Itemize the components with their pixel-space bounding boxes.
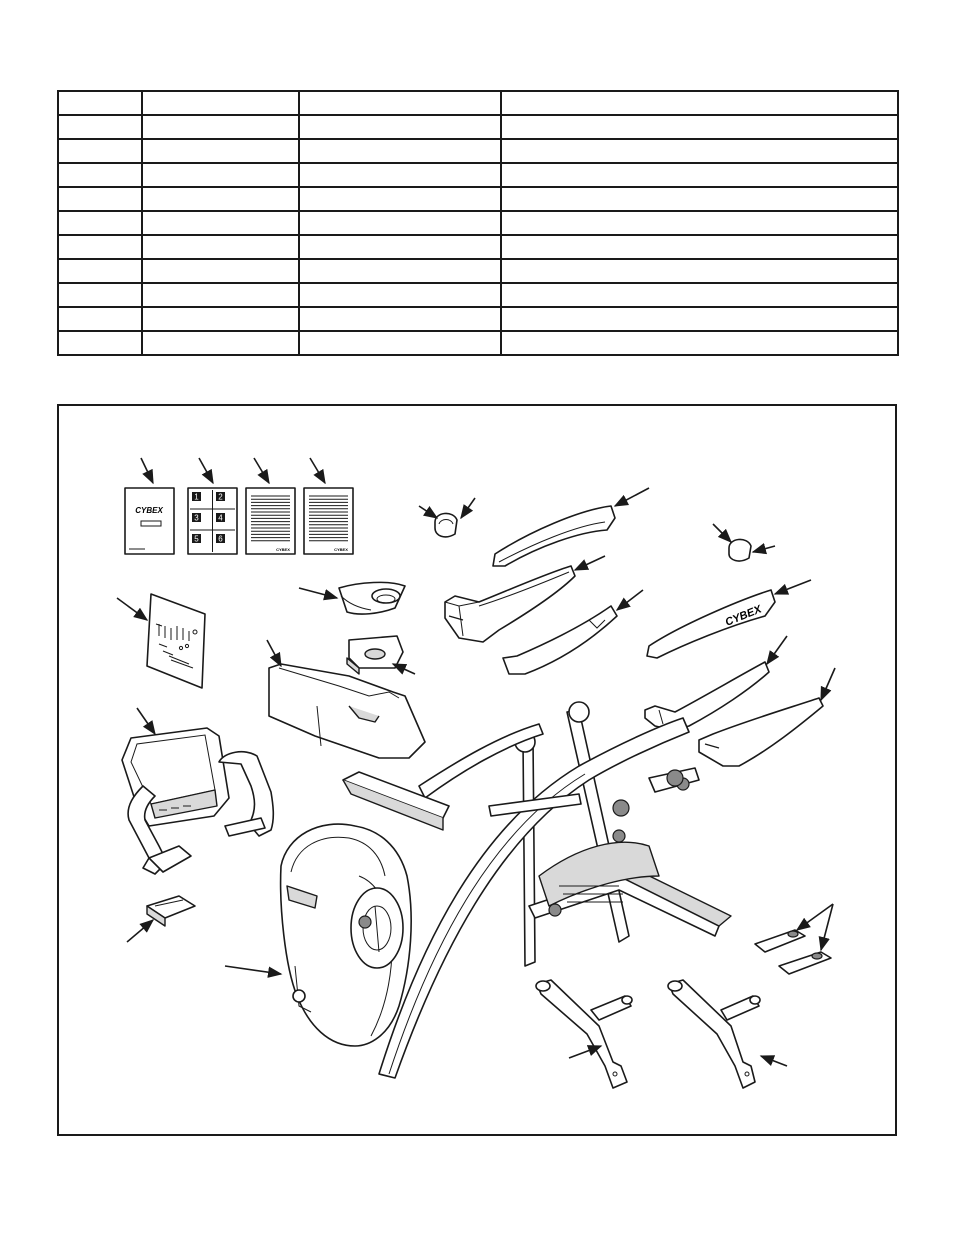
parts-table-row	[58, 211, 898, 235]
upper-cover-right-callout-arrow	[775, 580, 811, 594]
parts-table-cell	[142, 139, 299, 163]
clip-left-callout-arrow-1	[419, 506, 437, 518]
parts-table-cell	[58, 211, 142, 235]
quick-ref-panel-number: 4	[218, 513, 223, 523]
parts-table-cell	[501, 211, 898, 235]
parts-table-cell	[299, 139, 501, 163]
parts-table-cell	[299, 91, 501, 115]
parts-table-cell	[142, 235, 299, 259]
parts-table-cell	[58, 307, 142, 331]
hardware-kit	[147, 594, 205, 688]
parts-table-cell	[501, 187, 898, 211]
accessory-holder-callout-arrow	[393, 664, 415, 674]
parts-table-cell	[299, 259, 501, 283]
console-bracket	[147, 896, 195, 926]
clip-left	[435, 513, 457, 536]
clip-right	[729, 539, 751, 561]
quick-ref-panel-number: 2	[218, 492, 223, 502]
flywheel-housing	[281, 824, 412, 1046]
parts-table-cell	[58, 283, 142, 307]
pedal-arm-left	[536, 980, 632, 1088]
parts-table-cell	[501, 139, 898, 163]
pedal-arm-left-callout-arrow	[569, 1046, 601, 1058]
instruction-sheet-2	[304, 488, 353, 554]
parts-table-row	[58, 307, 898, 331]
console-assembly	[122, 728, 273, 874]
parts-table-cell	[58, 163, 142, 187]
upper-cover-right	[647, 590, 775, 658]
parts-table-cell	[501, 259, 898, 283]
parts-table	[57, 90, 899, 356]
parts-table-row	[58, 235, 898, 259]
upper-cover-left	[493, 506, 615, 566]
parts-table-row	[58, 91, 898, 115]
quick-ref-panel-number: 6	[218, 534, 223, 544]
diagram-canvas	[59, 406, 895, 1134]
flywheel-callout-arrow	[225, 966, 281, 974]
side-shroud-left	[445, 566, 575, 642]
parts-table-cell	[299, 115, 501, 139]
parts-table-cell	[501, 91, 898, 115]
cup-holder-callout-arrow	[299, 588, 337, 598]
sheet1-callout-arrow	[254, 458, 269, 483]
parts-table-cell	[299, 283, 501, 307]
parts-table-cell	[501, 283, 898, 307]
manual-logo: CYBEX	[135, 506, 163, 515]
front-shroud-callout-arrow	[267, 640, 281, 666]
parts-table-row	[58, 187, 898, 211]
parts-table-cell	[142, 259, 299, 283]
console-callout-arrow	[137, 708, 155, 734]
accessory-holder	[347, 636, 403, 674]
parts-table-row	[58, 283, 898, 307]
parts-table-cell	[501, 307, 898, 331]
instruction-sheet-1	[246, 488, 295, 554]
clip-right-callout-arrow-2	[753, 546, 775, 552]
parts-table-row	[58, 139, 898, 163]
owners-manual	[125, 488, 174, 554]
parts-table-cell	[142, 91, 299, 115]
clip-left-callout-arrow-2	[461, 498, 475, 518]
parts-table-cell	[58, 91, 142, 115]
parts-table-cell	[299, 187, 501, 211]
pedal-arm-right	[668, 980, 760, 1088]
parts-table-row	[58, 331, 898, 355]
cup-holder	[339, 582, 405, 614]
parts-table-cell	[58, 187, 142, 211]
parts-table-cell	[299, 235, 501, 259]
quick-ref-panel-number: 3	[194, 513, 199, 523]
lower-shroud-left-callout-arrow	[617, 590, 643, 610]
parts-table-cell	[299, 211, 501, 235]
parts-table-cell	[58, 235, 142, 259]
upper-cover-left-callout-arrow	[615, 488, 649, 506]
parts-table-cell	[299, 307, 501, 331]
quick-ref-panel-number: 1	[194, 492, 199, 502]
clip-right-callout-arrow-1	[713, 524, 731, 542]
parts-table-cell	[501, 115, 898, 139]
quick-ref-callout-arrow	[199, 458, 213, 483]
parts-table-row	[58, 163, 898, 187]
parts-table-cell	[58, 331, 142, 355]
parts-table-cell	[142, 115, 299, 139]
parts-table-cell	[58, 115, 142, 139]
cover-logo: CYBEX	[723, 603, 764, 629]
exploded-view-diagram	[57, 404, 897, 1136]
side-shroud-right-callout-arrow	[767, 636, 787, 664]
lower-shroud-right-callout-arrow	[821, 668, 835, 700]
parts-table-cell	[142, 307, 299, 331]
bracket-callout-arrow	[127, 920, 153, 942]
quick-reference-card	[188, 488, 237, 554]
manual-callout-arrow	[141, 458, 153, 483]
parts-table-cell	[58, 139, 142, 163]
parts-table-cell	[299, 331, 501, 355]
sheet2-logo: CYBEX	[334, 547, 348, 552]
parts-table-cell	[501, 163, 898, 187]
front-shroud	[269, 664, 425, 758]
parts-table-cell	[142, 163, 299, 187]
parts-table-cell	[142, 187, 299, 211]
parts-table-row	[58, 259, 898, 283]
parts-table-cell	[142, 211, 299, 235]
foot-pads	[755, 930, 831, 974]
parts-table-cell	[58, 259, 142, 283]
side-shroud-left-callout-arrow	[575, 556, 605, 570]
parts-table-cell	[299, 163, 501, 187]
parts-table-cell	[142, 283, 299, 307]
sheet1-logo: CYBEX	[276, 547, 290, 552]
pedal-arm-right-callout-arrow	[761, 1056, 787, 1066]
quick-ref-panel-number: 5	[194, 534, 199, 544]
sheet2-callout-arrow	[310, 458, 325, 483]
parts-table-cell	[142, 331, 299, 355]
parts-table-cell	[501, 331, 898, 355]
hardware-callout-arrow	[117, 598, 147, 620]
parts-table-body	[58, 91, 898, 355]
parts-table-cell	[501, 235, 898, 259]
parts-table-row	[58, 115, 898, 139]
